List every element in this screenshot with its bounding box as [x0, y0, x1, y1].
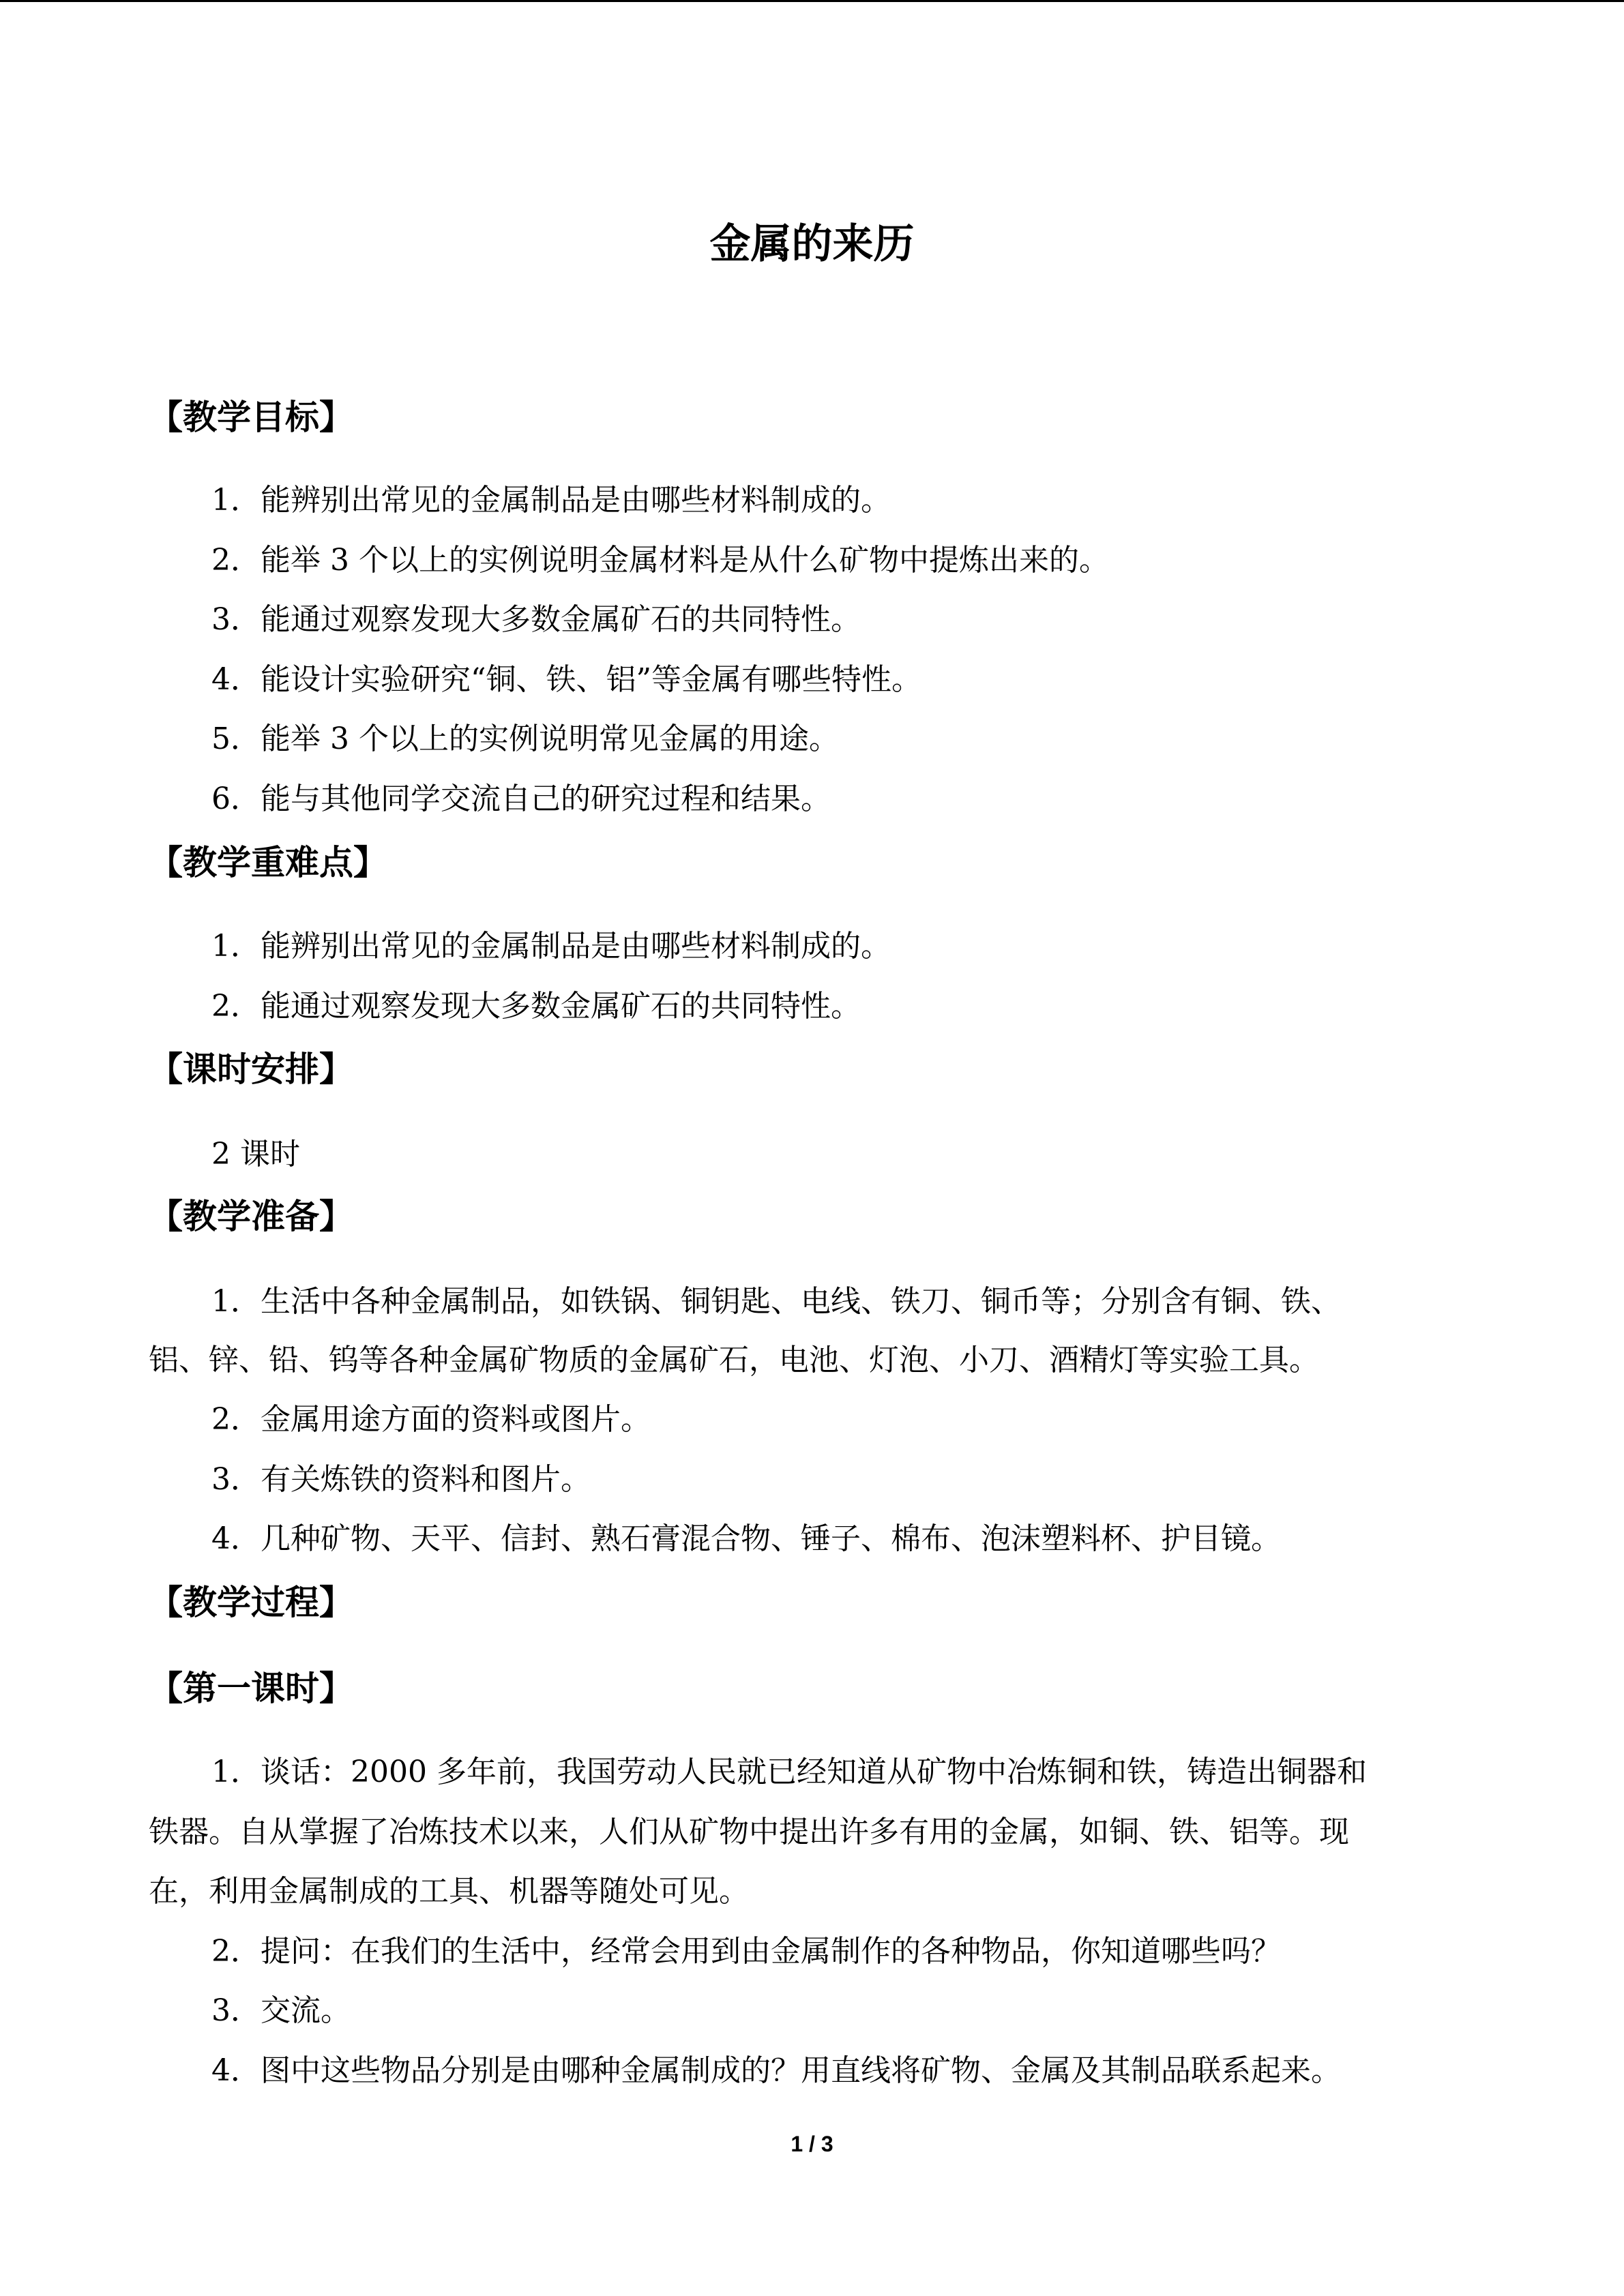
goal-item-3: 3．能通过观察发现大多数金属矿石的共同特性。 [211, 602, 861, 637]
top-border [0, 0, 1624, 2]
goal-item-2: 2．能举 3 个以上的实例说明金属材料是从什么矿物中提炼出来的。 [211, 543, 1109, 578]
preparation-item-1-line-2: 铝、锌、铅、钨等各种金属矿物质的金属矿石，电池、灯泡、小刀、酒精灯等实验工具。 [149, 1343, 1319, 1377]
heading-key-points: 【教学重难点】 [149, 843, 387, 882]
lesson-1-item-4: 4．图中这些物品分别是由哪种金属制成的？用直线将矿物、金属及其制品联系起来。 [211, 2053, 1341, 2088]
page-indicator: 1 / 3 [791, 2132, 833, 2156]
lesson-1-item-1-line-1: 1．谈话：2000 多年前，我国劳动人民就已经知道从矿物中冶炼铜和铁，铸造出铜器和 [211, 1755, 1367, 1789]
key-point-item-1: 1．能辨别出常见的金属制品是由哪些材料制成的。 [211, 929, 891, 964]
preparation-item-4: 4．几种矿物、天平、信封、熟石膏混合物、锤子、棉布、泡沫塑料杯、护目镜。 [211, 1521, 1281, 1556]
goal-item-5: 5．能举 3 个以上的实例说明常见金属的用途。 [211, 721, 839, 756]
heading-process: 【教学过程】 [149, 1583, 353, 1622]
heading-teaching-goals: 【教学目标】 [149, 398, 353, 437]
lesson-1-item-1-line-2: 铁器。自从掌握了冶炼技术以来，人们从矿物中提出许多有用的金属，如铜、铁、铝等。现 [149, 1815, 1349, 1849]
lesson-1-item-3: 3．交流。 [211, 1993, 351, 2028]
lesson-1-item-2: 2．提问：在我们的生活中，经常会用到由金属制作的各种物品，你知道哪些吗？ [211, 1934, 1281, 1969]
schedule-text: 2 课时 [211, 1137, 300, 1172]
goal-item-6: 6．能与其他同学交流自己的研究过程和结果。 [211, 781, 831, 816]
heading-preparation: 【教学准备】 [149, 1197, 353, 1236]
heading-schedule: 【课时安排】 [149, 1049, 353, 1089]
page-title: 金属的来历 [709, 220, 915, 268]
goal-item-4: 4．能设计实验研究“铜、铁、铝”等金属有哪些特性。 [211, 662, 921, 697]
goal-item-1: 1．能辨别出常见的金属制品是由哪些材料制成的。 [211, 483, 891, 518]
lesson-1-item-1-line-3: 在，利用金属制成的工具、机器等随处可见。 [149, 1874, 749, 1909]
preparation-item-2: 2．金属用途方面的资料或图片。 [211, 1402, 651, 1437]
preparation-item-3: 3．有关炼铁的资料和图片。 [211, 1462, 591, 1497]
preparation-item-1-line-1: 1．生活中各种金属制品，如铁锅、铜钥匙、电线、铁刀、铜币等；分别含有铜、铁、 [211, 1284, 1341, 1319]
key-point-item-2: 2．能通过观察发现大多数金属矿石的共同特性。 [211, 989, 861, 1024]
heading-lesson-1: 【第一课时】 [149, 1669, 353, 1708]
